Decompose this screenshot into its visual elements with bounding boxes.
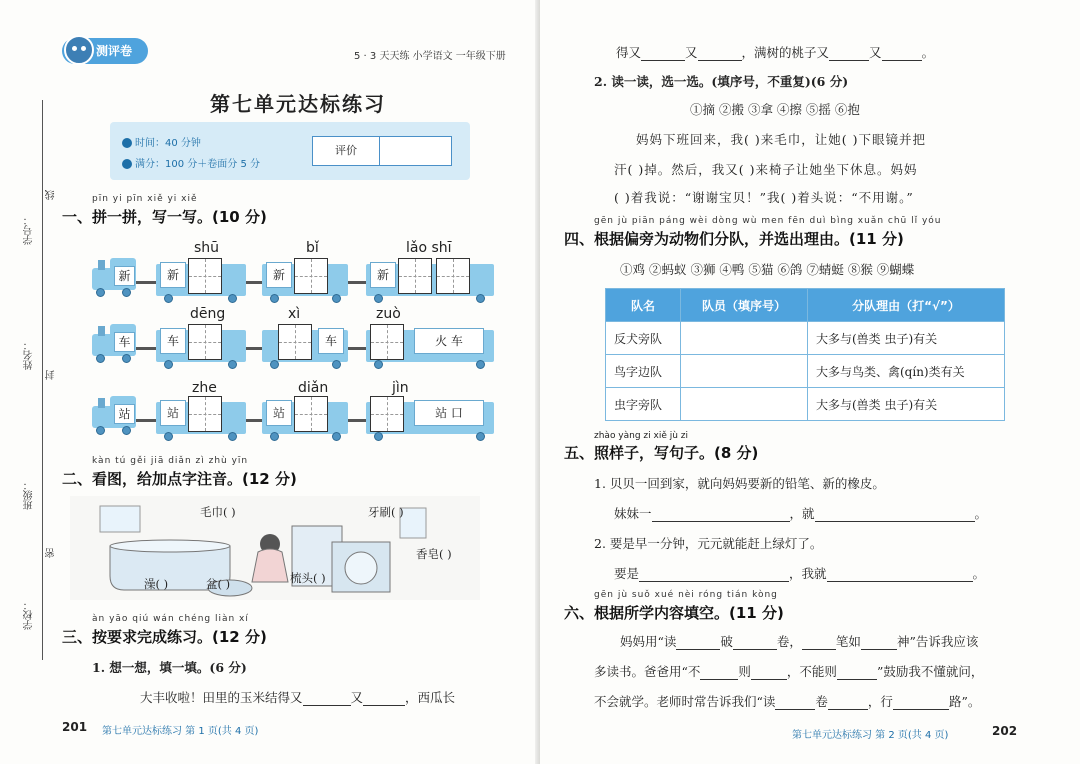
- q5-2-text-b: ，我就: [789, 566, 827, 581]
- blank-field[interactable]: [303, 691, 351, 706]
- blank-field[interactable]: [775, 695, 815, 710]
- blank-field[interactable]: [829, 46, 869, 61]
- pinyin-label: jìn: [392, 380, 409, 396]
- reason-cell[interactable]: 大多与鸟类、禽(qín)类有关: [808, 355, 1005, 388]
- fill-text: 路”。: [948, 694, 981, 709]
- q5-1-text-b: ，就: [789, 506, 815, 521]
- score-text: 满分：100 分＋卷面分 5 分: [135, 159, 260, 170]
- sec2-title: 二、看图，给加点字注音。(12 分): [62, 470, 297, 488]
- label-shutou: 梳头( ): [290, 571, 326, 585]
- write-box[interactable]: [370, 396, 404, 432]
- label-pen: 盆( ): [206, 577, 231, 591]
- pinyin-label: shū: [194, 240, 220, 256]
- test-badge: [62, 38, 148, 64]
- table-row: [606, 322, 1005, 355]
- fill-text: 神”告诉我应该: [896, 634, 979, 649]
- page-footer: 第七单元达标练习 第 2 页(共 4 页): [792, 730, 949, 741]
- given-char: 新: [266, 262, 292, 288]
- train-car: [156, 330, 246, 362]
- write-box[interactable]: [370, 324, 404, 360]
- train-engine: [92, 324, 136, 362]
- blank-field[interactable]: [861, 635, 897, 650]
- pinyin-label: bǐ: [306, 240, 319, 256]
- evaluation-label: 评价: [313, 137, 380, 165]
- header-members: 队员（填序号）: [681, 289, 808, 322]
- fill-text: 破: [720, 634, 733, 649]
- fill-text: 卷: [815, 694, 828, 709]
- student-face-icon: [64, 35, 94, 65]
- sec3-pinyin: àn yāo qiú wán chéng liàn xí: [92, 614, 249, 624]
- header-team: 队名: [606, 289, 681, 322]
- q3-2-title: 2. 读一读，选一选。(填序号，不重复)(6 分): [594, 74, 849, 89]
- fill-text: 卷，: [776, 634, 802, 649]
- sec6-line-1: [620, 632, 978, 650]
- cont-text-a: 得又: [616, 45, 642, 60]
- sec6-line-3: [594, 692, 980, 710]
- write-box[interactable]: [188, 396, 222, 432]
- sidebar-feng: 封: [46, 370, 57, 380]
- train-car: [262, 264, 348, 296]
- sec1-title: 一、拼一拼，写一写。(10 分): [62, 208, 267, 226]
- label-zao: 澡( ): [144, 577, 169, 591]
- train-car: [262, 330, 348, 362]
- blank-field[interactable]: [802, 635, 836, 650]
- sec6-title: 六、根据所学内容填空。(11 分): [564, 604, 784, 622]
- train-car: [262, 402, 348, 434]
- sec6-pinyin: gēn jù suǒ xué nèi róng tián kòng: [594, 590, 778, 600]
- blank-field[interactable]: [733, 635, 777, 650]
- blank-field[interactable]: [698, 46, 742, 61]
- engine-sign: 车: [114, 332, 135, 352]
- q5-2-example: 2. 要是早一分钟，元元就能赶上绿灯了。: [594, 536, 823, 551]
- given-char: 站: [266, 400, 292, 426]
- fill-text: 妈妈用“读: [620, 634, 677, 649]
- write-box[interactable]: [436, 258, 470, 294]
- blank-field[interactable]: [893, 695, 949, 710]
- sidebar-banji: 班级：: [24, 480, 35, 510]
- score-info: [122, 155, 260, 170]
- q5-1-text-c: 。: [974, 506, 988, 521]
- write-box[interactable]: [278, 324, 312, 360]
- members-field[interactable]: [681, 355, 808, 388]
- sidebar-xian: 线: [46, 190, 57, 200]
- cont-text-c: ，满树的桃子又: [741, 45, 830, 60]
- reason-cell[interactable]: 大多与(兽类 虫子)有关: [808, 322, 1005, 355]
- write-box[interactable]: [294, 258, 328, 294]
- evaluation-field[interactable]: [380, 137, 451, 165]
- evaluation-box: [312, 136, 452, 166]
- given-char: 车: [160, 328, 186, 354]
- blank-field[interactable]: [882, 46, 922, 61]
- blank-field[interactable]: [641, 46, 685, 61]
- cont-text-d: 又: [869, 45, 882, 60]
- blank-field[interactable]: [827, 567, 973, 582]
- given-char: 新: [160, 262, 186, 288]
- blank-field[interactable]: [639, 567, 789, 582]
- train-car: [366, 402, 494, 434]
- verb-options: ①摘 ②搬 ③拿 ④擦 ⑤摇 ⑥抱: [690, 102, 860, 117]
- members-field[interactable]: [681, 322, 808, 355]
- grouping-table: [605, 288, 1005, 421]
- members-field[interactable]: [681, 388, 808, 421]
- cont-text-e: 。: [921, 45, 935, 60]
- blank-field[interactable]: [828, 695, 868, 710]
- given-char: 车: [318, 328, 344, 354]
- header-reason: 分队理由（打“√”）: [808, 289, 1005, 322]
- sec4-pinyin: gēn jù piān páng wèi dòng wù men fēn duì bìng xuǎn chū lǐ yóu: [594, 216, 942, 226]
- blank-field[interactable]: [652, 507, 790, 522]
- write-box[interactable]: [294, 396, 328, 432]
- q3-1-text-a: 大丰收啦！田里的玉米结得又: [140, 690, 303, 705]
- cont-text-b: 又: [685, 45, 698, 60]
- page-number: 201: [62, 720, 88, 734]
- time-text: 时间：40 分钟: [135, 138, 201, 149]
- write-box[interactable]: [398, 258, 432, 294]
- clock-icon: [122, 138, 132, 148]
- sec5-pinyin: zhào yàng zi xiě jù zi: [594, 431, 689, 441]
- label-maojin: 毛巾( ): [200, 505, 236, 519]
- q3-2-para-1: 妈妈下班回来，我( )来毛巾，让她( )下眼镜并把: [636, 132, 926, 147]
- sec5-title: 五、照样子，写句子。(8 分): [564, 444, 759, 462]
- fill-text: ，行: [867, 694, 893, 709]
- blank-field[interactable]: [837, 665, 877, 680]
- sec4-title: 四、根据偏旁为动物们分队，并选出理由。(11 分): [564, 230, 904, 248]
- train-car: [156, 264, 246, 296]
- q3-2-para-3: ( )着我说：“谢谢宝贝！”我( )着头说：“不用谢。”: [614, 190, 914, 205]
- pinyin-label: lǎo shī: [406, 240, 452, 256]
- q3-1-text-c: ，西瓜长: [405, 690, 456, 705]
- train-engine: [92, 396, 136, 434]
- q5-1-text-a: 妹妹一: [614, 506, 652, 521]
- page-number: 202: [992, 724, 1018, 738]
- q5-2-answer: [614, 564, 985, 582]
- sidebar-mi: 密: [46, 548, 57, 558]
- engine-sign: 新: [114, 266, 135, 286]
- pinyin-label: dēng: [190, 306, 226, 322]
- q5-1-answer: [614, 504, 987, 522]
- q3-1-line: [140, 688, 455, 706]
- fill-text: 笔如: [835, 634, 861, 649]
- reason-cell[interactable]: 大多与(兽类 虫子)有关: [808, 388, 1005, 421]
- bathroom-illustration: [70, 496, 480, 600]
- write-box[interactable]: [188, 258, 222, 294]
- fill-text: 多读书。爸爸用“不: [594, 664, 701, 679]
- team-name: 反犬旁队: [606, 322, 681, 355]
- sec1-pinyin: pīn yi pīn xiě yi xiě: [92, 194, 198, 204]
- table-row: [606, 355, 1005, 388]
- binding-line: [42, 100, 43, 660]
- q3-2-para-2: 汗( )掉。然后，我又( )来椅子让她坐下休息。妈妈: [614, 162, 918, 177]
- blank-field[interactable]: [815, 507, 975, 522]
- table-header-row: [606, 289, 1005, 322]
- team-name: 虫字旁队: [606, 388, 681, 421]
- q3-1-title: 1. 想一想，填一填。(6 分): [92, 660, 247, 675]
- train-engine: [92, 258, 136, 296]
- q3-1-text-b: 又: [350, 690, 364, 705]
- pinyin-label: zuò: [376, 306, 401, 322]
- series-header: 5 · 3 天天练 小学语文 一年级下册: [354, 51, 506, 62]
- sidebar-xuexiao: 学校：: [24, 600, 35, 630]
- fill-text: ，不能则: [786, 664, 837, 679]
- train-car: [156, 402, 246, 434]
- fill-text: 不会就学。老师时常告诉我们“读: [594, 694, 776, 709]
- sec6-line-2: [594, 662, 983, 680]
- check-icon: [122, 159, 132, 169]
- pinyin-label: zhe: [192, 380, 217, 396]
- label-yashua: 牙刷( ): [368, 505, 404, 519]
- fill-text: ”鼓励我不懂就问，: [876, 664, 984, 679]
- page-footer: 第七单元达标练习 第 1 页(共 4 页): [102, 726, 259, 737]
- q5-1-example: 1. 贝贝一回到家，就向妈妈要新的铅笔、新的橡皮。: [594, 476, 885, 491]
- blank-field[interactable]: [751, 665, 787, 680]
- sidebar-xingming: 姓名：: [24, 340, 35, 370]
- given-char: 站: [160, 400, 186, 426]
- given-char: 新: [370, 262, 396, 288]
- q5-2-text-c: 。: [972, 566, 986, 581]
- q5-2-text-a: 要是: [614, 566, 640, 581]
- blank-field[interactable]: [676, 635, 720, 650]
- continued-line: [616, 43, 934, 61]
- label-xiangzao: 香皂( ): [416, 547, 452, 561]
- animal-options: ①鸡 ②蚂蚁 ③狮 ④鸭 ⑤猫 ⑥鸽 ⑦蜻蜓 ⑧猴 ⑨蝴蝶: [620, 262, 915, 277]
- blank-field[interactable]: [363, 691, 405, 706]
- page-title: 第七单元达标练习: [210, 92, 386, 116]
- pinyin-label: diǎn: [298, 380, 329, 396]
- team-name: 鸟字边队: [606, 355, 681, 388]
- fill-text: 则: [738, 664, 751, 679]
- table-row: [606, 388, 1005, 421]
- engine-sign: 站: [114, 404, 135, 424]
- pinyin-label: xì: [288, 306, 301, 322]
- sidebar-xuehao: 学号：: [24, 215, 35, 245]
- sec3-title: 三、按要求完成练习。(12 分): [62, 628, 267, 646]
- blank-field[interactable]: [700, 665, 738, 680]
- badge-label: 测评卷: [96, 44, 133, 58]
- time-info: [122, 134, 201, 149]
- sec2-pinyin: kàn tú gěi jiā diǎn zì zhù yīn: [92, 456, 249, 466]
- train-car: [366, 330, 494, 362]
- train-car: [366, 264, 494, 296]
- given-chars: 站 口: [414, 400, 484, 426]
- given-chars: 火 车: [414, 328, 484, 354]
- write-box[interactable]: [188, 324, 222, 360]
